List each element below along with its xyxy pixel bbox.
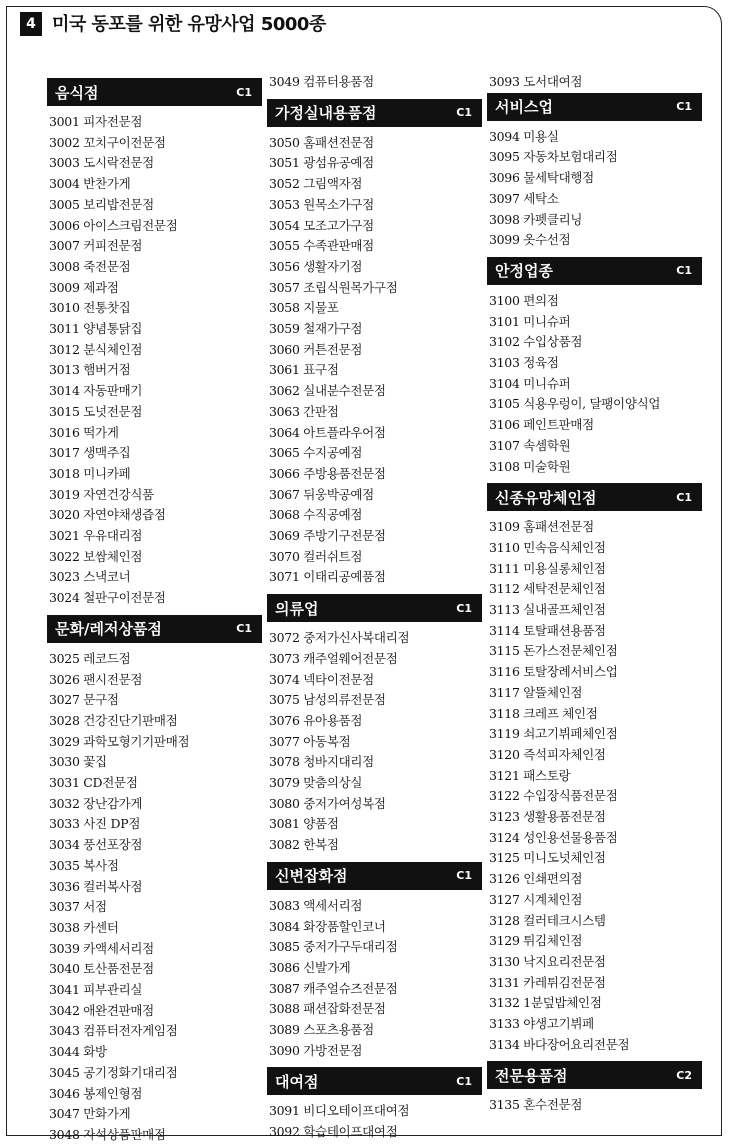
list-item: 3130 낙지요리전문점 xyxy=(489,953,606,969)
list-item: 3124 성인용선물용품점 xyxy=(489,829,618,845)
section-header xyxy=(267,1067,482,1095)
list-item: 3057 조립식원목가구점 xyxy=(269,279,398,295)
list-item: 3073 캐주얼웨어전문점 xyxy=(269,650,398,666)
list-item: 3063 간판점 xyxy=(269,403,339,419)
list-item: 3082 한복점 xyxy=(269,837,339,853)
list-item: 3027 문구점 xyxy=(49,692,119,708)
list-item: 3032 장난감가게 xyxy=(49,795,143,811)
list-item: 3040 토산품전문점 xyxy=(49,961,154,977)
list-item: 3120 즉석피자체인점 xyxy=(489,746,606,762)
section-title: 전문용품점 xyxy=(495,1066,568,1085)
list-item: 3113 실내골프체인점 xyxy=(489,602,606,617)
list-item: 3096 물세탁대행점 xyxy=(489,170,594,186)
list-item: 3007 커피전문점 xyxy=(49,238,143,254)
list-item: 3111 미용실롱체인점 xyxy=(489,560,606,576)
list-item: 3017 생맥주집 xyxy=(49,445,131,461)
list-item: 3053 원목소가구점 xyxy=(269,196,374,212)
list-item: 3109 홈패션전문점 xyxy=(489,519,594,535)
list-item: 3079 맞춤의상실 xyxy=(269,775,363,790)
list-item: 3003 도시락전문점 xyxy=(49,155,154,171)
list-item: 3108 미술학원 xyxy=(489,458,571,474)
list-item: 3083 액세서리점 xyxy=(269,897,363,913)
list-item: 3001 피자전문점 xyxy=(49,114,143,129)
list-item: 3002 꼬치구이전문점 xyxy=(49,134,166,150)
section-header xyxy=(267,99,482,127)
section-code: C1 xyxy=(456,106,472,120)
list-item: 3072 중저가신사복대리점 xyxy=(269,630,410,646)
section-header xyxy=(487,257,702,285)
section-title: 음식점 xyxy=(55,83,99,102)
list-item: 3028 건강진단기판매점 xyxy=(49,712,178,728)
list-item: 3129 튀김체인점 xyxy=(489,933,583,949)
list-item: 3074 넥타이전문점 xyxy=(269,671,374,687)
list-item: 3029 과학모형기기판매점 xyxy=(49,733,190,749)
list-item: 3090 가방전문점 xyxy=(269,1042,363,1058)
list-item: 3024 철판구이전문점 xyxy=(49,590,166,606)
list-item: 3102 수입상품점 xyxy=(489,334,583,350)
list-item: 3086 신발가게 xyxy=(269,959,351,975)
section-header xyxy=(487,1061,702,1089)
list-item: 3117 알뜰체인점 xyxy=(489,684,583,700)
list-item: 3093 도서대여점 xyxy=(489,74,583,89)
list-item: 3107 속셈학원 xyxy=(489,437,571,453)
list-item: 3058 지물포 xyxy=(269,300,339,316)
list-item: 3100 편의점 xyxy=(489,292,559,308)
section-title: 서비스업 xyxy=(495,98,553,117)
section-header xyxy=(267,862,482,890)
list-item: 3054 모조고가구점 xyxy=(269,217,374,233)
section-header xyxy=(487,93,702,121)
list-item: 3043 컴퓨터전자게임점 xyxy=(49,1023,178,1039)
list-item: 3103 정육점 xyxy=(489,355,559,370)
list-item: 3009 제과점 xyxy=(49,279,119,295)
list-item: 3011 양념통닭집 xyxy=(49,321,143,336)
list-item: 3123 생활용품전문점 xyxy=(489,809,606,824)
section-header xyxy=(267,594,482,622)
section-code: C1 xyxy=(456,869,472,883)
list-item: 3031 CD전문점 xyxy=(49,775,138,790)
list-item: 3095 자동차보험대리점 xyxy=(489,149,618,165)
list-item: 3119 쇠고기뷔페체인점 xyxy=(489,726,618,742)
list-item: 3097 세탁소 xyxy=(489,190,559,206)
list-item: 3055 수족관판매점 xyxy=(269,238,374,254)
list-item: 3010 전통찻집 xyxy=(49,300,131,316)
section-code: C1 xyxy=(456,601,472,615)
list-item: 3121 패스토랑 xyxy=(489,767,571,783)
list-item: 3036 컬러복사점 xyxy=(49,878,143,894)
list-item: 3056 생활자기점 xyxy=(269,258,363,274)
list-item: 3122 수입장식품전문점 xyxy=(489,788,618,804)
list-item: 3049 컴퓨터용품점 xyxy=(269,74,374,89)
list-item: 3026 팬시전문점 xyxy=(49,671,143,687)
list-item: 3046 봉제인형점 xyxy=(49,1085,143,1101)
list-item: 3104 미니슈퍼 xyxy=(489,375,571,391)
section-title: 문화/레저상품점 xyxy=(55,620,162,639)
list-item: 3087 캐주얼슈즈전문점 xyxy=(269,980,398,996)
list-item: 3068 수직공예점 xyxy=(269,507,363,523)
list-item: 3067 뒤웅박공예점 xyxy=(269,486,374,502)
list-item: 3066 주방용품전문점 xyxy=(269,465,386,481)
page-title: 미국 동포를 위한 유망사업 5000종 xyxy=(52,14,326,35)
section-code: C1 xyxy=(676,100,692,114)
list-item: 3051 광섬유공예점 xyxy=(269,155,374,171)
list-item: 3059 철재가구점 xyxy=(269,321,363,336)
section-code: C1 xyxy=(456,1074,472,1088)
list-item: 3092 학습테이프대여점 xyxy=(269,1124,398,1140)
list-item: 3135 혼수전문점 xyxy=(489,1097,583,1113)
section-code: C1 xyxy=(236,622,252,636)
list-item: 3069 주방기구전문점 xyxy=(269,528,386,543)
list-item: 3089 스포츠용품점 xyxy=(269,1022,374,1037)
section-header xyxy=(487,483,702,511)
list-item: 3101 미니슈퍼 xyxy=(489,313,571,329)
list-item: 3022 보쌈체인점 xyxy=(49,548,143,564)
list-item: 3006 아이스크림전문점 xyxy=(49,217,178,233)
list-item: 3098 카펫클리닝 xyxy=(489,211,583,227)
list-item: 3106 페인트판매점 xyxy=(489,417,594,433)
list-item: 3060 커튼전문점 xyxy=(269,341,363,357)
section-title: 안정업종 xyxy=(495,262,553,281)
list-item: 3018 미니카페 xyxy=(49,465,131,481)
list-item: 3114 토탈패션용품점 xyxy=(489,622,606,638)
list-item: 3064 아트플라우어점 xyxy=(269,424,386,440)
list-item: 3004 반찬가게 xyxy=(49,176,131,192)
list-item: 3075 남성의류전문점 xyxy=(269,692,386,708)
list-item: 3015 도넛전문점 xyxy=(49,403,143,419)
list-item: 3105 식용우렁이, 달팽이양식업 xyxy=(489,396,661,412)
list-item: 3112 세탁전문체인점 xyxy=(489,581,606,597)
list-item: 3116 토탈장례서비스업 xyxy=(489,664,618,680)
list-item: 3070 컬러쉬트점 xyxy=(269,548,363,564)
list-item: 3035 복사점 xyxy=(49,857,119,873)
list-item: 3076 유아용품점 xyxy=(269,712,363,728)
list-item: 3034 풍선포장점 xyxy=(49,837,143,853)
list-item: 3021 우유대리점 xyxy=(49,528,143,543)
section-title: 신변잡화점 xyxy=(275,867,348,886)
list-item: 3091 비디오테이프대여점 xyxy=(269,1103,410,1119)
section-title: 대여점 xyxy=(275,1072,319,1091)
list-item: 3016 떡가게 xyxy=(49,424,119,440)
list-item: 3125 미니도넛체인점 xyxy=(489,850,606,866)
section-code: C1 xyxy=(236,85,252,99)
list-item: 3099 옷수선점 xyxy=(489,232,571,248)
section-code: C1 xyxy=(676,264,692,278)
list-item: 3047 만화가게 xyxy=(49,1106,131,1122)
list-item: 3088 패션잡화전문점 xyxy=(269,1001,386,1017)
list-item: 3110 민속음식체인점 xyxy=(489,539,606,555)
list-item: 3048 자석상품판매점 xyxy=(49,1126,166,1142)
list-item: 3062 실내분수전문점 xyxy=(269,383,386,399)
section-code: C1 xyxy=(676,490,692,504)
list-item: 3071 이태리공예품점 xyxy=(269,569,386,585)
list-item: 3050 홈패션전문점 xyxy=(269,134,374,150)
section-title: 가정실내용품점 xyxy=(275,104,377,123)
list-item: 3044 화방 xyxy=(49,1044,107,1060)
list-item: 3094 미용실 xyxy=(489,128,559,144)
section-header xyxy=(47,615,262,643)
list-item: 3127 시계체인점 xyxy=(489,891,583,907)
section-title: 의류업 xyxy=(275,599,319,618)
list-item: 3078 청바지대리점 xyxy=(269,754,374,770)
list-item: 3023 스낵코너 xyxy=(49,569,131,585)
list-item: 3013 햄버거점 xyxy=(49,362,131,378)
section-code: C2 xyxy=(676,1068,692,1082)
list-item: 3080 중저가여성복점 xyxy=(269,795,386,811)
section-header xyxy=(47,78,262,106)
list-item: 3134 바다장어요리전문점 xyxy=(489,1036,630,1052)
list-item: 3081 양품점 xyxy=(269,816,339,832)
list-item: 3037 서점 xyxy=(49,899,107,915)
list-item: 3131 카레튀김전문점 xyxy=(489,974,606,990)
list-item: 3039 카액세서리점 xyxy=(49,940,154,956)
list-item: 3132 1분덮밥체인점 xyxy=(489,995,602,1011)
list-item: 3025 레코드점 xyxy=(49,650,131,666)
page-number: 4 xyxy=(20,12,42,36)
list-item: 3065 수지공예점 xyxy=(269,445,363,461)
list-item: 3020 자연야채생즙점 xyxy=(49,507,166,523)
list-item: 3061 표구점 xyxy=(269,362,339,378)
list-item: 3005 보리밥전문점 xyxy=(49,196,154,212)
list-item: 3126 인쇄편의점 xyxy=(489,871,583,887)
list-item: 3084 화장품할인코너 xyxy=(269,918,386,934)
list-item: 3038 카센터 xyxy=(49,919,119,935)
list-item: 3115 돈가스전문체인점 xyxy=(489,643,618,659)
list-item: 3077 아동복점 xyxy=(269,733,351,749)
list-item: 3008 죽전문점 xyxy=(49,258,131,274)
list-item: 3052 그림액자점 xyxy=(269,176,363,192)
list-item: 3041 피부관리실 xyxy=(49,982,143,997)
list-item: 3118 크레프 체인점 xyxy=(489,705,598,721)
list-item: 3033 사진 DP점 xyxy=(49,816,141,832)
list-item: 3019 자연건강식품 xyxy=(49,486,154,502)
list-item: 3045 공기정화기대리점 xyxy=(49,1064,178,1080)
section-title: 신종유망체인점 xyxy=(495,488,597,507)
list-item: 3030 꽃집 xyxy=(49,754,107,770)
list-item: 3128 컬러테크시스템 xyxy=(489,912,606,928)
list-item: 3012 분식체인점 xyxy=(49,341,143,357)
list-item: 3085 중저가구두대리점 xyxy=(269,939,398,955)
list-item: 3133 야생고기뷔페 xyxy=(489,1016,594,1031)
list-item: 3014 자동판매기 xyxy=(49,383,143,399)
list-item: 3042 애완견판매점 xyxy=(49,1002,154,1018)
